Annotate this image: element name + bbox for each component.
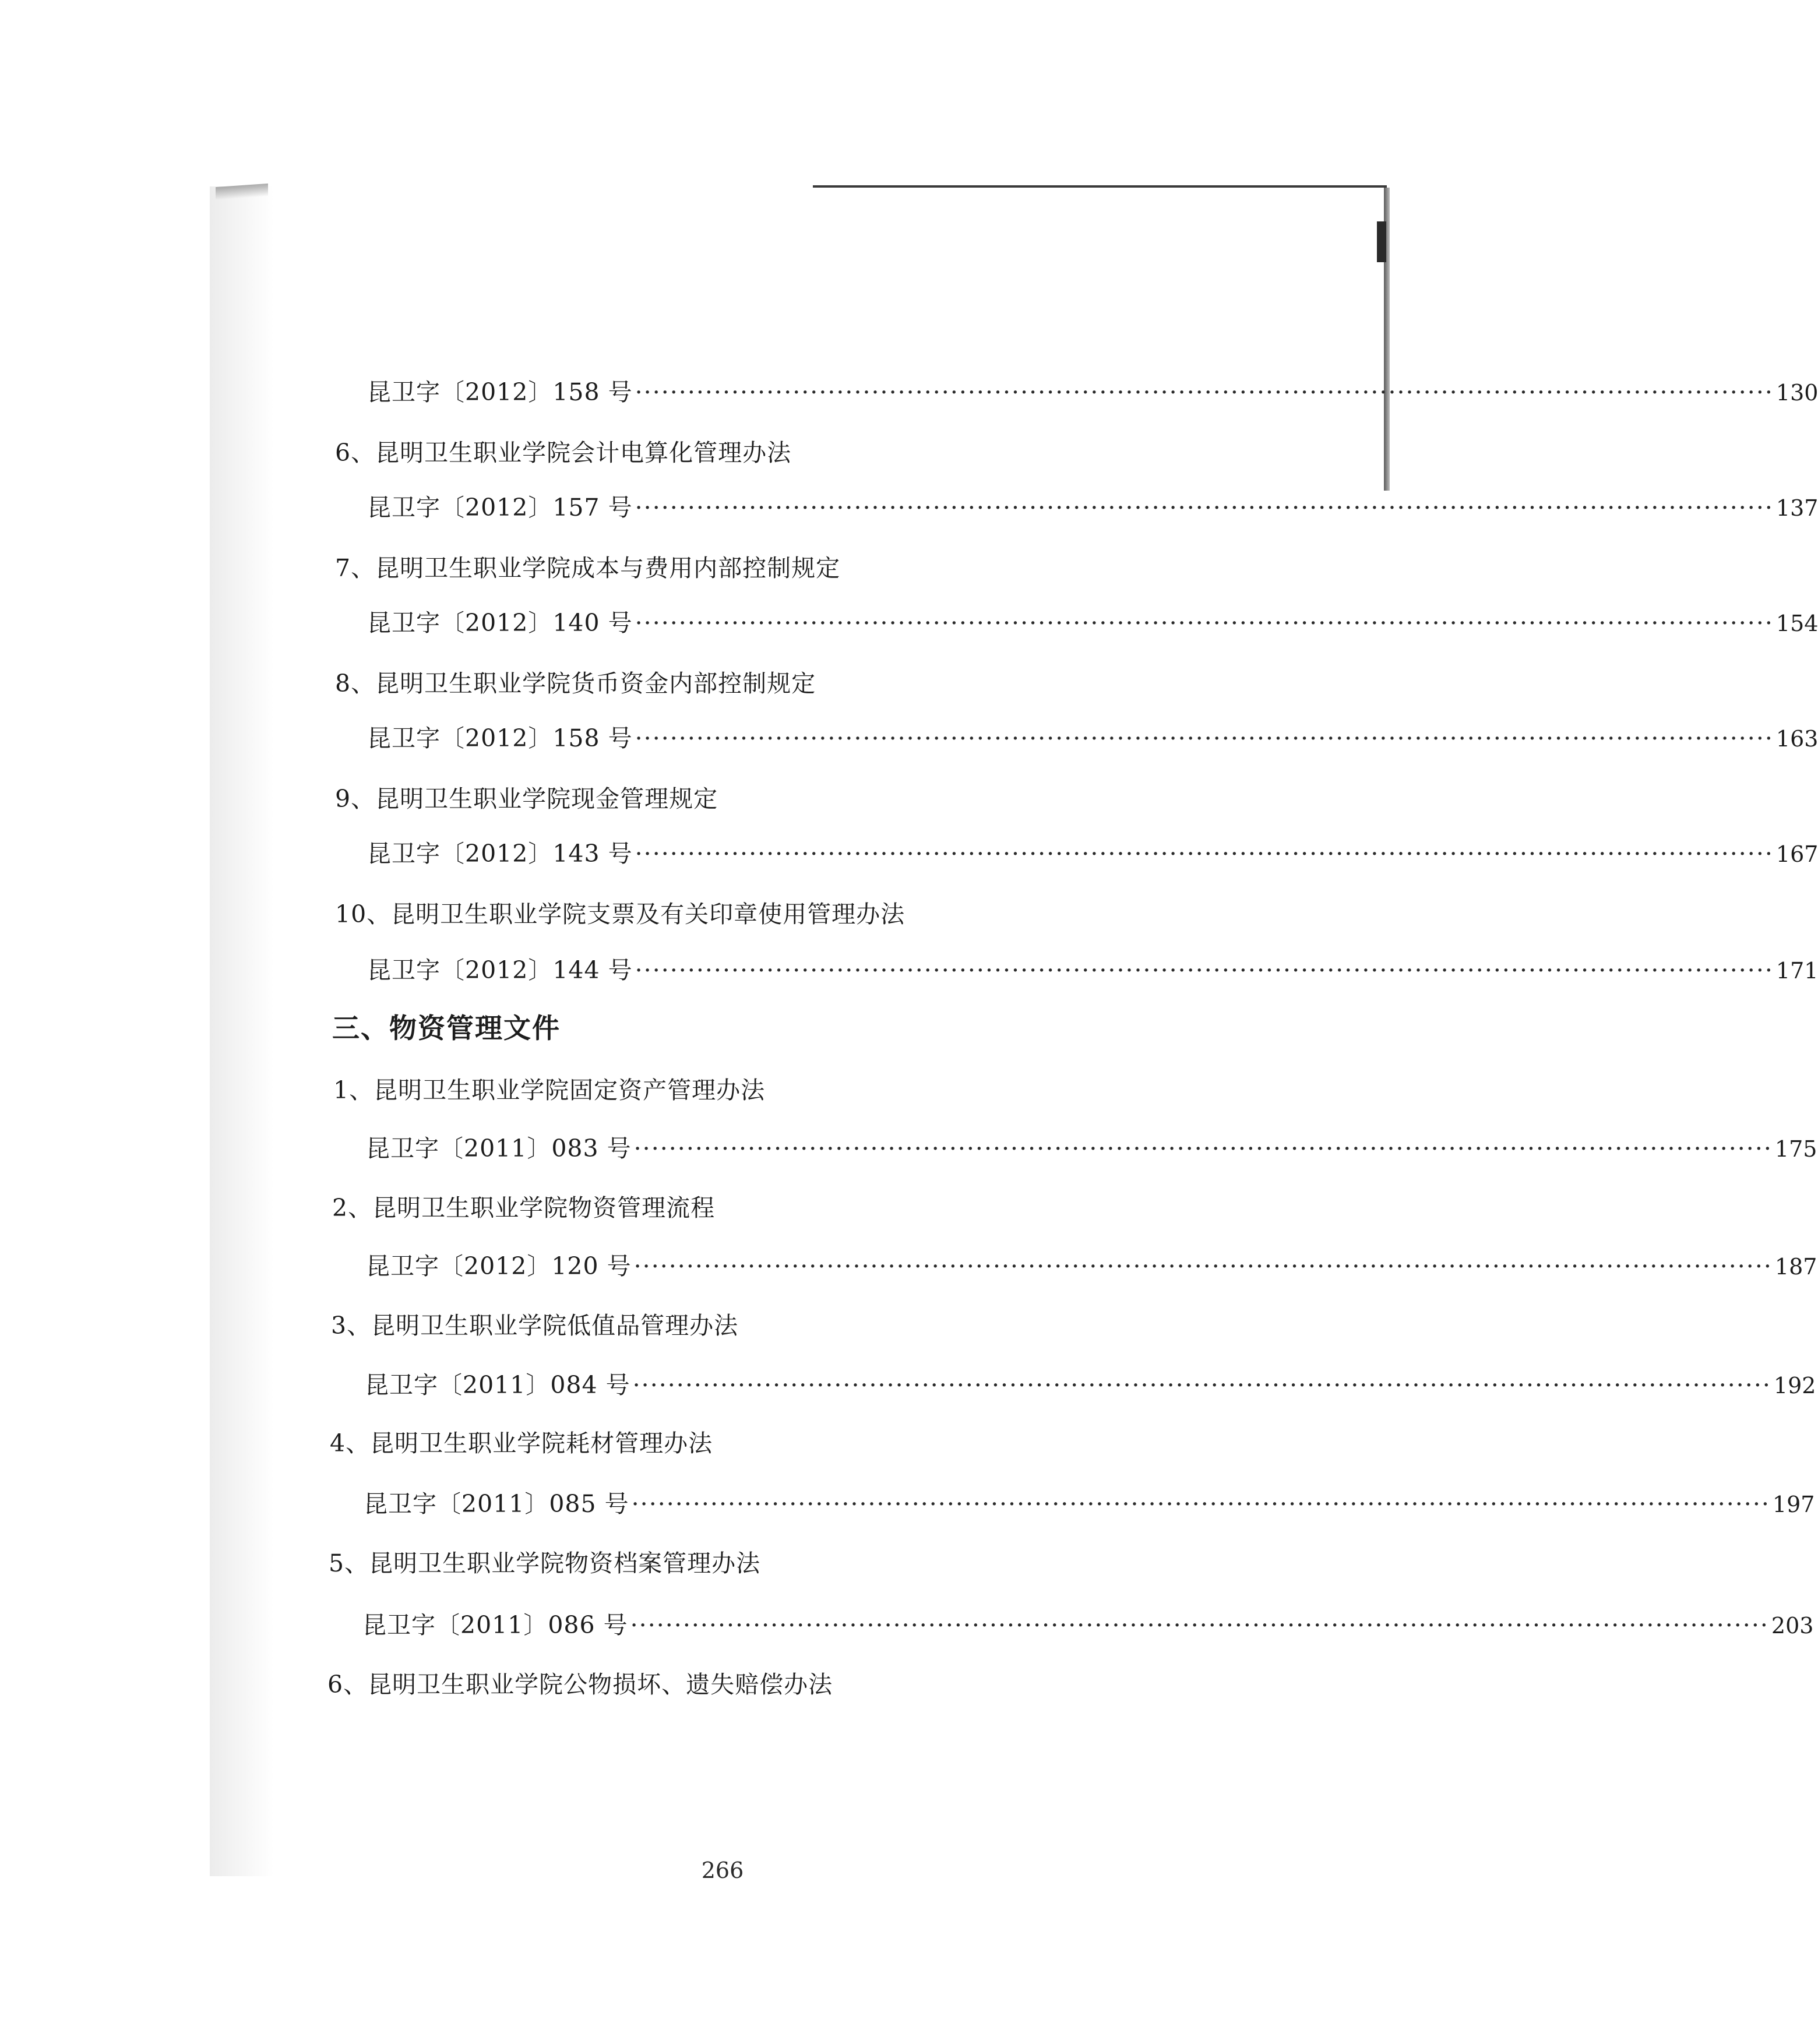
toc-entry-title[interactable]: 9、昆明卫生职业学院现金管理规定	[335, 785, 718, 813]
toc-entry-title[interactable]: 1、昆明卫生职业学院固定资产管理办法	[333, 1076, 766, 1104]
toc-entry-ref-line[interactable]	[367, 724, 1818, 753]
toc-page-number: 203	[1771, 1613, 1814, 1638]
toc-entry-ref-line[interactable]	[366, 1134, 1817, 1164]
toc-entry-title[interactable]: 10、昆明卫生职业学院支票及有关印章使用管理办法	[335, 900, 906, 928]
dot-leader: ··································································································································	[633, 1252, 1773, 1280]
toc-entry-continued[interactable]	[367, 378, 1818, 407]
toc-entry-title[interactable]: 4、昆明卫生职业学院耗材管理办法	[330, 1429, 713, 1457]
toc-entry-ref-line[interactable]	[367, 608, 1818, 638]
toc-entry-title[interactable]: 8、昆明卫生职业学院货币资金内部控制规定	[335, 669, 816, 697]
toc-doc-ref: 昆卫字〔2011〕084 号	[365, 1371, 630, 1399]
toc-page-number: 175	[1774, 1136, 1817, 1162]
dot-leader: ··································································································································	[635, 609, 1774, 637]
toc-doc-ref: 昆卫字〔2011〕086 号	[362, 1611, 628, 1639]
toc-doc-ref: 昆卫字〔2012〕120 号	[366, 1252, 632, 1280]
toc-entry-ref-line[interactable]	[366, 1252, 1817, 1281]
toc-doc-ref: 昆卫字〔2012〕140 号	[367, 609, 633, 637]
toc-entry-ref-line[interactable]	[367, 493, 1818, 523]
toc-entry-ref-line[interactable]	[367, 839, 1818, 869]
toc-page-number: 167	[1775, 841, 1818, 867]
toc-entry-title[interactable]: 3、昆明卫生职业学院低值品管理办法	[331, 1312, 739, 1340]
toc-page-number: 163	[1775, 726, 1818, 752]
dot-leader: ··································································································································	[635, 840, 1774, 868]
toc-page-number: 130	[1775, 380, 1818, 406]
toc-entry-ref-line[interactable]	[364, 1489, 1815, 1519]
toc-page-number: 187	[1774, 1254, 1817, 1280]
dot-leader: ··································································································································	[633, 1134, 1773, 1162]
toc-doc-ref: 昆卫字〔2011〕083 号	[366, 1134, 632, 1162]
toc-doc-ref: 昆卫字〔2012〕158 号	[367, 378, 633, 406]
toc-entry-title[interactable]: 7、昆明卫生职业学院成本与费用内部控制规定	[335, 554, 841, 582]
toc-page-number: 197	[1772, 1492, 1815, 1517]
toc-entry-title[interactable]: 6、昆明卫生职业学院公物损坏、遗失赔偿办法	[327, 1671, 833, 1698]
dot-leader: ··································································································································	[635, 956, 1774, 984]
toc-entry-ref-line[interactable]	[362, 1610, 1814, 1640]
dot-leader: ··································································································································	[632, 1371, 1771, 1399]
toc-entry-title[interactable]: 2、昆明卫生职业学院物资管理流程	[332, 1194, 716, 1222]
toc-doc-ref: 昆卫字〔2012〕144 号	[367, 956, 633, 984]
toc-page-number: 192	[1773, 1373, 1816, 1398]
toc-entry-title[interactable]: 6、昆明卫生职业学院会计电算化管理办法	[335, 439, 792, 467]
toc-doc-ref: 昆卫字〔2011〕085 号	[364, 1490, 629, 1518]
toc-page-number: 154	[1775, 611, 1818, 636]
toc-doc-ref: 昆卫字〔2012〕143 号	[367, 840, 633, 868]
toc-entry-ref-line[interactable]	[365, 1370, 1816, 1400]
toc-entry-ref-line[interactable]	[367, 956, 1818, 985]
dot-leader: ··································································································································	[635, 724, 1774, 752]
dot-leader: ··································································································································	[635, 378, 1774, 406]
dot-leader: ··································································································································	[631, 1490, 1770, 1518]
toc-entry-title[interactable]: 5、昆明卫生职业学院物资档案管理办法	[329, 1549, 761, 1577]
toc-page-number: 137	[1775, 495, 1818, 521]
dot-leader: ··································································································································	[635, 494, 1774, 521]
toc-doc-ref: 昆卫字〔2012〕157 号	[367, 494, 633, 521]
dot-leader: ··································································································································	[630, 1611, 1769, 1639]
toc-page-number: 171	[1775, 958, 1818, 984]
section-heading: 三、物资管理文件	[332, 1013, 561, 1045]
page-number: 266	[701, 1858, 744, 1883]
toc-doc-ref: 昆卫字〔2012〕158 号	[367, 724, 633, 752]
